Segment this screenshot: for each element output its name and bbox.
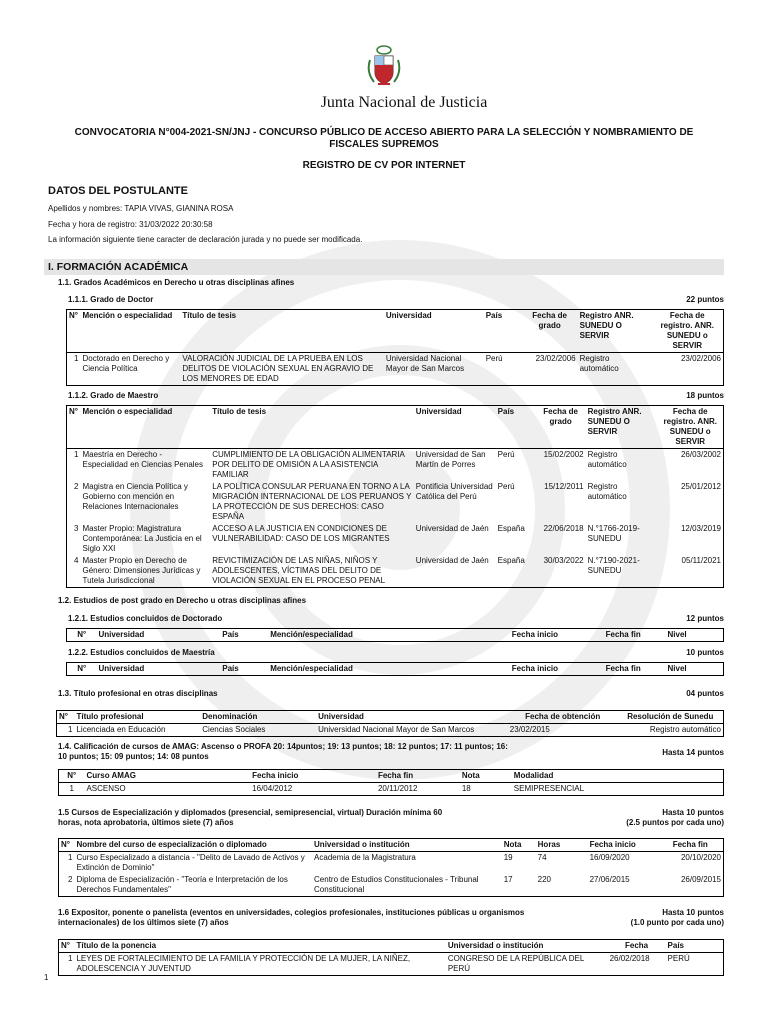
col-header: N°: [59, 940, 75, 953]
col-header: Título de tesis: [210, 406, 414, 449]
postgrado-title: 1.2. Estudios de post grado en Derecho u otras disciplinas afines: [58, 596, 307, 605]
cursos-points-sub: (2.5 puntos por cada uno): [626, 818, 724, 827]
cell: Master Propio en Derecho de Género: Dimensiones Jurídicas y Tutela Jurisdiccional: [82, 556, 201, 585]
amag-table: [58, 769, 724, 796]
cell: 15/12/2011: [544, 482, 584, 491]
peru-coat-of-arms-icon: [366, 44, 402, 88]
table-header-row: [59, 770, 724, 783]
cell: 3: [74, 524, 79, 533]
expositor-table: [58, 939, 724, 976]
titulo-points: 04 puntos: [686, 689, 724, 698]
cell: 74: [537, 853, 547, 862]
doctorado-est-title: 1.2.1. Estudios concluidos de Doctorado: [68, 614, 223, 623]
col-header: Nombre del curso de especialización o diplomado: [74, 839, 312, 852]
cell: 20/10/2020: [680, 853, 721, 862]
doctor-table: [66, 309, 724, 386]
doctor-points: 22 puntos: [686, 295, 724, 304]
registro-title: REGISTRO DE CV POR INTERNET: [302, 160, 466, 171]
col-header: N°: [67, 310, 81, 353]
document-header: [0, 44, 768, 112]
cell: LEYES DE FORTALECIMIENTO DE LA FAMILIA Y PROTECCIÓN DE LA MUJER, LA NIÑEZ, ADOLESCENCIA Y JUVENTUD: [76, 954, 411, 973]
postulante-nombres: Apellidos y nombres: TAPIA VIVAS, GIANINA ROSA: [48, 204, 234, 213]
cell: Universidad Nacional Mayor de San Marcos: [318, 725, 475, 734]
cursos-title: 1.5 Cursos de Especialización y diplomados (presencial, semipresencial, virtual) Duración mínima 60 horas, nota aprobatoria, últimos siete (7) años: [58, 808, 443, 827]
col-header: País: [222, 630, 239, 639]
cell: 15/02/2002: [543, 450, 584, 459]
expositor-title: 1.6 Expositor, ponente o panelista (eventos en universidades, colegios profesionales, instituciones públicas u organismos internacionales) de los últimos siete (7) años: [58, 908, 525, 927]
cell: N.°7190-2021-SUNEDU: [587, 556, 640, 575]
cell: PERÚ: [667, 954, 690, 963]
expositor-points: Hasta 10 puntos: [662, 908, 724, 917]
cell: ACCESO A LA JUSTICIA EN CONDICIONES DE VULNERABILIDAD: CASO DE LOS MIGRANTES: [212, 524, 390, 543]
cell: España: [497, 524, 525, 533]
table-row: [59, 953, 724, 976]
col-header: Fecha inicio: [511, 630, 559, 639]
col-header: Universidad: [98, 630, 145, 639]
col-header: Universidad o institución: [312, 839, 502, 852]
cell: Registro automático: [587, 450, 627, 469]
col-header: Fecha inicio: [250, 770, 376, 783]
cell: Doctorado en Derecho y Ciencia Política: [82, 354, 170, 373]
col-header: N°: [67, 406, 81, 449]
cell: 1: [68, 853, 73, 862]
cell: 220: [537, 875, 552, 884]
cell: 26/09/2015: [680, 875, 721, 884]
cell: Universidad de San Martín de Porres: [415, 450, 486, 469]
col-header: Registro ANR. SUNEDU O SERVIR: [586, 406, 658, 449]
col-header: Título de la ponencia: [74, 940, 445, 953]
cell: CONGRESO DE LA REPÚBLICA DEL PERÚ: [447, 954, 585, 973]
amag-title: 1.4. Calificación de cursos de AMAG: Ascenso o PROFA 20: 14puntos; 19: 13 puntos; 18: 12 puntos; 17: 11 puntos; 16: 10 puntos; 15: 09 puntos; 14: 08 puntos: [58, 742, 508, 761]
table-row: [57, 724, 724, 737]
col-header: Fecha inicio: [511, 664, 559, 673]
cell: Universidad de Jaén: [415, 556, 489, 565]
col-header: Título profesional: [74, 711, 200, 724]
cell: Magistra en Ciencia Política y Gobierno con mención en Relaciones Internacionales: [82, 482, 188, 511]
col-header: Resolución de Sunedu: [618, 711, 724, 724]
table-header-row: [59, 940, 724, 953]
cell: 23/02/2015: [509, 725, 550, 734]
cell: 1: [68, 954, 73, 963]
col-header: Universidad: [384, 310, 484, 353]
col-header: Fecha de grado: [536, 406, 586, 449]
cell: Universidad de Jaén: [415, 524, 489, 533]
col-header: N°: [59, 839, 75, 852]
table-row: [59, 783, 724, 796]
cell: Perú: [485, 354, 503, 363]
maestria-est-table: [66, 662, 724, 676]
col-header: Universidad: [98, 664, 145, 673]
cell: Pontificia Universidad Católica del Perú: [415, 482, 493, 501]
table-header-row: [67, 310, 724, 353]
table-row: [67, 449, 724, 482]
col-header: N°: [77, 630, 87, 639]
col-header: Fecha de registro. ANR. SUNEDU o SERVIR: [658, 406, 724, 449]
amag-points: Hasta 14 puntos: [662, 748, 724, 757]
cell: 17: [503, 875, 513, 884]
cell: 1: [69, 784, 74, 793]
col-header: Registro ANR. SUNEDU O SERVIR: [578, 310, 652, 353]
table-row: [67, 555, 724, 588]
cell: 26/02/2018: [609, 954, 650, 963]
maestria-est-title: 1.2.2. Estudios concluidos de Maestría: [68, 648, 215, 657]
col-header: Mención/especialidad: [270, 630, 353, 639]
col-header: Fecha inicio: [588, 839, 658, 852]
cell: Ciencias Sociales: [202, 725, 266, 734]
col-header: Denominación: [200, 711, 316, 724]
col-header: Universidad o institución: [446, 940, 608, 953]
cell: N.°1766-2019-SUNEDU: [587, 524, 640, 543]
col-header: Curso AMAG: [84, 770, 250, 783]
doctorado-est-table: [66, 628, 724, 642]
maestro-points: 18 puntos: [686, 391, 724, 400]
col-header: N°: [77, 664, 87, 673]
col-header: Título de tesis: [180, 310, 384, 353]
convocatoria-title: CONVOCATORIA N°004-2021-SN/JNJ - CONCURSO PÚBLICO DE ACCESO ABIERTO PARA LA SELECCIÓN Y NOMBRAMIENTO DE FISCALES SUPREMOS: [74, 127, 694, 150]
postulante-heading: DATOS DEL POSTULANTE: [48, 185, 188, 197]
cell: Registro automático: [587, 482, 627, 501]
col-header: País: [496, 406, 536, 449]
cell: Registro automático: [579, 354, 619, 373]
cell: 23/02/2006: [680, 354, 721, 363]
cell: 1: [74, 450, 79, 459]
doctorado-est-points: 12 puntos: [686, 614, 724, 623]
col-header: N°: [57, 711, 75, 724]
cursos-points: Hasta 10 puntos: [662, 808, 724, 817]
cell: LA POLÍTICA CONSULAR PERUANA EN TORNO A LA MIGRACIÓN INTERNACIONAL DE LOS PERUANOS Y LA PROTECCIÓN DE SUS DERECHOS: CASO ESPAÑA: [212, 482, 412, 521]
cell: 16/04/2012: [252, 784, 293, 793]
cell: Registro automático: [649, 725, 721, 734]
maestro-table: [66, 405, 724, 588]
doctor-title: 1.1.1. Grado de Doctor: [68, 295, 154, 304]
col-header: Universidad: [414, 406, 496, 449]
col-header: País: [666, 940, 724, 953]
col-header: Mención o especialidad: [80, 310, 180, 353]
table-header-row: [57, 711, 724, 724]
col-header: Nivel: [667, 664, 687, 673]
col-header: Horas: [536, 839, 588, 852]
cell: SEMIPRESENCIAL: [513, 784, 585, 793]
cell: CUMPLIMIENTO DE LA OBLIGACIÓN ALIMENTARIA POR DELITO DE OMISIÓN A LA ASISTENCIA FAMILIAR: [212, 450, 405, 479]
cell: 4: [74, 556, 79, 565]
col-header: Modalidad: [512, 770, 724, 783]
cell: 18: [461, 784, 471, 793]
table-header-row: [59, 839, 724, 852]
col-header: Fecha fin: [605, 664, 641, 673]
institution-name: Junta Nacional de Justicia: [320, 94, 488, 111]
cell: Universidad Nacional Mayor de San Marcos: [385, 354, 465, 373]
maestro-title: 1.1.2. Grado de Maestro: [68, 391, 159, 400]
col-header: Fecha fin: [605, 630, 641, 639]
cell: ASCENSO: [86, 784, 126, 793]
cell: 25/01/2012: [680, 482, 721, 491]
cell: 30/03/2022: [543, 556, 584, 565]
table-header-row: [67, 406, 724, 449]
cell: 1: [74, 354, 79, 363]
cell: Diploma de Especialización - "Teoría e Interpretación de los Derechos Fundamentales": [76, 875, 288, 894]
table-header-row: [67, 629, 724, 642]
cell: 16/09/2020: [589, 853, 630, 862]
cell: VALORACIÓN JUDICIAL DE LA PRUEBA EN LOS DELITOS DE VIOLACIÓN SEXUAL EN AGRAVIO DE LOS MENORES DE EDAD: [182, 354, 374, 383]
cell: Master Propio: Magistratura Contemporánea: La Justicia en el Siglo XXI: [82, 524, 202, 553]
cell: 12/03/2019: [680, 524, 721, 533]
cell: Academia de la Magistratura: [314, 853, 416, 862]
cell: 20/11/2012: [377, 784, 418, 793]
col-header: N°: [59, 770, 85, 783]
col-header: Nota: [502, 839, 536, 852]
table-row: [59, 852, 724, 875]
table-row: [59, 874, 724, 897]
section-formacion: I. FORMACIÓN ACADÉMICA: [44, 259, 724, 275]
cell: 2: [68, 875, 73, 884]
col-header: Nivel: [667, 630, 687, 639]
declaracion-text: La información siguiente tiene caracter de declaración jurada y no puede ser modificada.: [48, 235, 363, 244]
col-header: Mención o especialidad: [80, 406, 210, 449]
col-header: País: [222, 664, 239, 673]
cell: Maestría en Derecho - Especialidad en Ciencias Penales: [82, 450, 204, 469]
titulo-table: [56, 710, 724, 737]
grados-title: 1.1. Grados Académicos en Derecho u otras disciplinas afines: [58, 278, 295, 287]
cell: España: [497, 556, 525, 565]
postulante-fecha-registro: Fecha y hora de registro: 31/03/2022 20:30:58: [48, 220, 213, 229]
col-header: Fecha de registro. ANR. SUNEDU o SERVIR: [652, 310, 724, 353]
table-row: [67, 353, 724, 386]
cell: Curso Especializado a distancia - "Delito de Lavado de Activos y Extinción de Dominio": [76, 853, 305, 872]
page-number: 1: [44, 973, 49, 982]
col-header: Nota: [460, 770, 512, 783]
expositor-points-sub: (1.0 punto por cada uno): [630, 918, 724, 927]
cell: 22/06/2018: [543, 524, 584, 533]
cell: 26/03/2002: [680, 450, 721, 459]
col-header: Universidad: [316, 711, 508, 724]
cell: 2: [74, 482, 79, 491]
maestria-est-points: 10 puntos: [686, 648, 724, 657]
cell: 05/11/2021: [681, 556, 721, 565]
col-header: Mención/especialidad: [270, 664, 353, 673]
col-header: Fecha fin: [376, 770, 460, 783]
table-header-row: [67, 663, 724, 676]
col-header: País: [484, 310, 522, 353]
cursos-table: [58, 838, 724, 897]
cell: Centro de Estudios Constitucionales - Tribunal Constitucional: [314, 875, 479, 894]
cell: Perú: [497, 482, 515, 491]
cell: REVICTIMIZACIÓN DE LAS NIÑAS, NIÑOS Y ADOLESCENTES, VÍCTIMAS DEL DELITO DE VIOLACIÓN SEXUAL EN EL PROCESO PENAL: [212, 556, 386, 585]
cell: Perú: [497, 450, 515, 459]
cell: 23/02/2006: [535, 354, 576, 363]
cell: Licenciada en Educación: [76, 725, 166, 734]
titulo-title: 1.3. Título profesional en otras disciplinas: [58, 689, 218, 698]
col-header: Fecha de obtención: [508, 711, 618, 724]
col-header: Fecha de grado: [522, 310, 578, 353]
col-header: Fecha: [608, 940, 666, 953]
col-header: Fecha fin: [658, 839, 724, 852]
cell: 19: [503, 853, 513, 862]
cell: 27/06/2015: [589, 875, 630, 884]
cell: 1: [68, 725, 73, 734]
table-row: [67, 481, 724, 523]
table-row: [67, 523, 724, 555]
